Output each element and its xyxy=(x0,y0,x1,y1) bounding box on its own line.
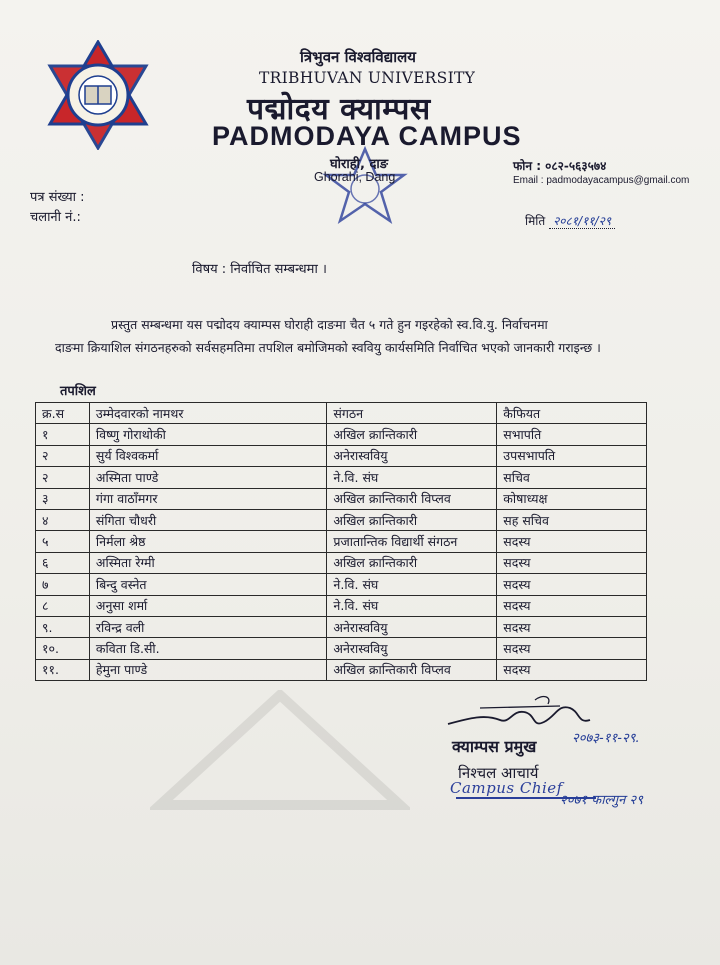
row-serial: ६ xyxy=(36,552,90,573)
header-serial: क्र.स xyxy=(36,403,90,424)
row-name: गंगा वाठाँमगर xyxy=(89,488,326,509)
table-row xyxy=(36,659,647,680)
table-row xyxy=(36,467,647,488)
table-row xyxy=(36,638,647,659)
phone-number: फोन : ०८२-५६३५७४ xyxy=(513,159,607,173)
handwritten-date: २०७३-११-२९. xyxy=(572,731,640,746)
row-name: अनुसा शर्मा xyxy=(89,595,326,616)
university-name-english: TRIBHUVAN UNIVERSITY xyxy=(259,69,476,87)
row-remarks: कोषाध्यक्ष xyxy=(497,488,647,509)
row-remarks: सभापति xyxy=(497,424,647,445)
row-serial: ४ xyxy=(36,509,90,530)
row-serial: १०. xyxy=(36,638,90,659)
row-serial: २ xyxy=(36,445,90,466)
row-name: बिन्दु वस्नेत xyxy=(89,574,326,595)
row-serial: ११. xyxy=(36,659,90,680)
campus-chief-stamp: Campus Chief xyxy=(450,779,563,797)
table-row xyxy=(36,552,647,573)
campus-name-english: PADMODAYA CAMPUS xyxy=(212,121,522,151)
row-serial: २ xyxy=(36,467,90,488)
campus-name-nepali: पद्मोदय क्याम्पस xyxy=(247,92,431,127)
campus-chief-title: क्याम्पस प्रमुख xyxy=(452,737,537,756)
row-serial: ५ xyxy=(36,531,90,552)
row-remarks: सदस्य xyxy=(497,531,647,552)
row-name: हेमुना पाण्डे xyxy=(89,659,326,680)
table-row xyxy=(36,616,647,637)
location-nepali: घोराही, दाङ xyxy=(330,157,389,172)
row-remarks: सदस्य xyxy=(497,595,647,616)
date-label: मिति xyxy=(525,214,546,228)
tribhuvan-university-emblem-icon xyxy=(46,40,150,150)
row-remarks: उपसभापति xyxy=(497,445,647,466)
row-remarks: सदस्य xyxy=(497,574,647,595)
row-organization: अनेरास्ववियु xyxy=(327,445,497,466)
row-organization: प्रजातान्तिक विद्यार्थी संगठन xyxy=(327,531,497,552)
row-remarks: सचिव xyxy=(497,467,647,488)
row-name: सुर्य विश्वकर्मा xyxy=(89,445,326,466)
row-name: संगिता चौधरी xyxy=(89,509,326,530)
row-serial: १ xyxy=(36,424,90,445)
row-organization: अखिल क्रान्तिकारी xyxy=(327,552,497,573)
row-remarks: सदस्य xyxy=(497,638,647,659)
row-organization: ने.वि. संघ xyxy=(327,595,497,616)
body-paragraph-line-2: दाङमा क्रियाशिल संगठनहरुको सर्वसहमतिमा तपशिल बमोजिमको स्ववियु कार्यसमिति निर्वाचित भएको जानकारी गराइन्छ । xyxy=(55,340,601,355)
row-name: निर्मला श्रेष्ठ xyxy=(89,531,326,552)
row-name: अस्मिता पाण्डे xyxy=(89,467,326,488)
table-row xyxy=(36,574,647,595)
row-serial: ३ xyxy=(36,488,90,509)
table-row xyxy=(36,424,647,445)
row-organization: अखिल क्रान्तिकारी विप्लव xyxy=(327,659,497,680)
row-name: विष्णु गोराथोकी xyxy=(89,424,326,445)
table-row xyxy=(36,488,647,509)
university-name-nepali: त्रिभुवन विश्वविद्यालय xyxy=(300,48,416,66)
header-remarks: कैफियत xyxy=(497,403,647,424)
subject-line: विषय : निर्वाचित सम्बन्धमा । xyxy=(192,262,327,277)
row-remarks: सदस्य xyxy=(497,616,647,637)
watermark-emblem-icon xyxy=(150,690,410,810)
row-remarks: सह सचिव xyxy=(497,509,647,530)
signatory-name: निश्चल आचार्य xyxy=(458,764,539,782)
row-organization: अखिल क्रान्तिकारी xyxy=(327,424,497,445)
header-organization: संगठन xyxy=(327,403,497,424)
row-organization: ने.वि. संघ xyxy=(327,467,497,488)
table-row xyxy=(36,509,647,530)
date-value: २०८१/११/२९ xyxy=(549,214,615,229)
row-name: कविता डि.सी. xyxy=(89,638,326,659)
dispatch-number-label: चलानी नं.: xyxy=(30,210,81,225)
committee-table xyxy=(35,402,647,681)
table-header-row xyxy=(36,403,647,424)
table-row xyxy=(36,531,647,552)
table-row xyxy=(36,595,647,616)
letter-number-label: पत्र संख्या : xyxy=(30,190,85,205)
row-serial: ८ xyxy=(36,595,90,616)
row-organization: अखिल क्रान्तिकारी विप्लव xyxy=(327,488,497,509)
header-candidate-name: उम्मेदवारको नामथर xyxy=(89,403,326,424)
table-row xyxy=(36,445,647,466)
row-organization: अनेरास्ववियु xyxy=(327,616,497,637)
row-remarks: सदस्य xyxy=(497,552,647,573)
row-organization: अनेरास्ववियु xyxy=(327,638,497,659)
row-serial: ७ xyxy=(36,574,90,595)
body-paragraph-line-1: प्रस्तुत सम्बन्धमा यस पद्मोदय क्याम्पस घोराही दाङमा चैत ५ गते हुन गइरहेको स्व.वि.यु. निर्वाचनमा xyxy=(111,317,548,332)
row-serial: ९. xyxy=(36,616,90,637)
location-english: Ghorahi, Dang xyxy=(314,170,396,184)
date-field xyxy=(525,212,615,229)
row-name: रविन्द्र वली xyxy=(89,616,326,637)
email-address: Email : padmodayacampus@gmail.com xyxy=(513,175,690,186)
row-organization: अखिल क्रान्तिकारी xyxy=(327,509,497,530)
details-heading: तपशिल xyxy=(60,384,96,399)
row-name: अस्मिता रेग्मी xyxy=(89,552,326,573)
signing-date: २०७१ फाल्गुन २९ xyxy=(560,793,643,808)
row-organization: ने.वि. संघ xyxy=(327,574,497,595)
row-remarks: सदस्य xyxy=(497,659,647,680)
